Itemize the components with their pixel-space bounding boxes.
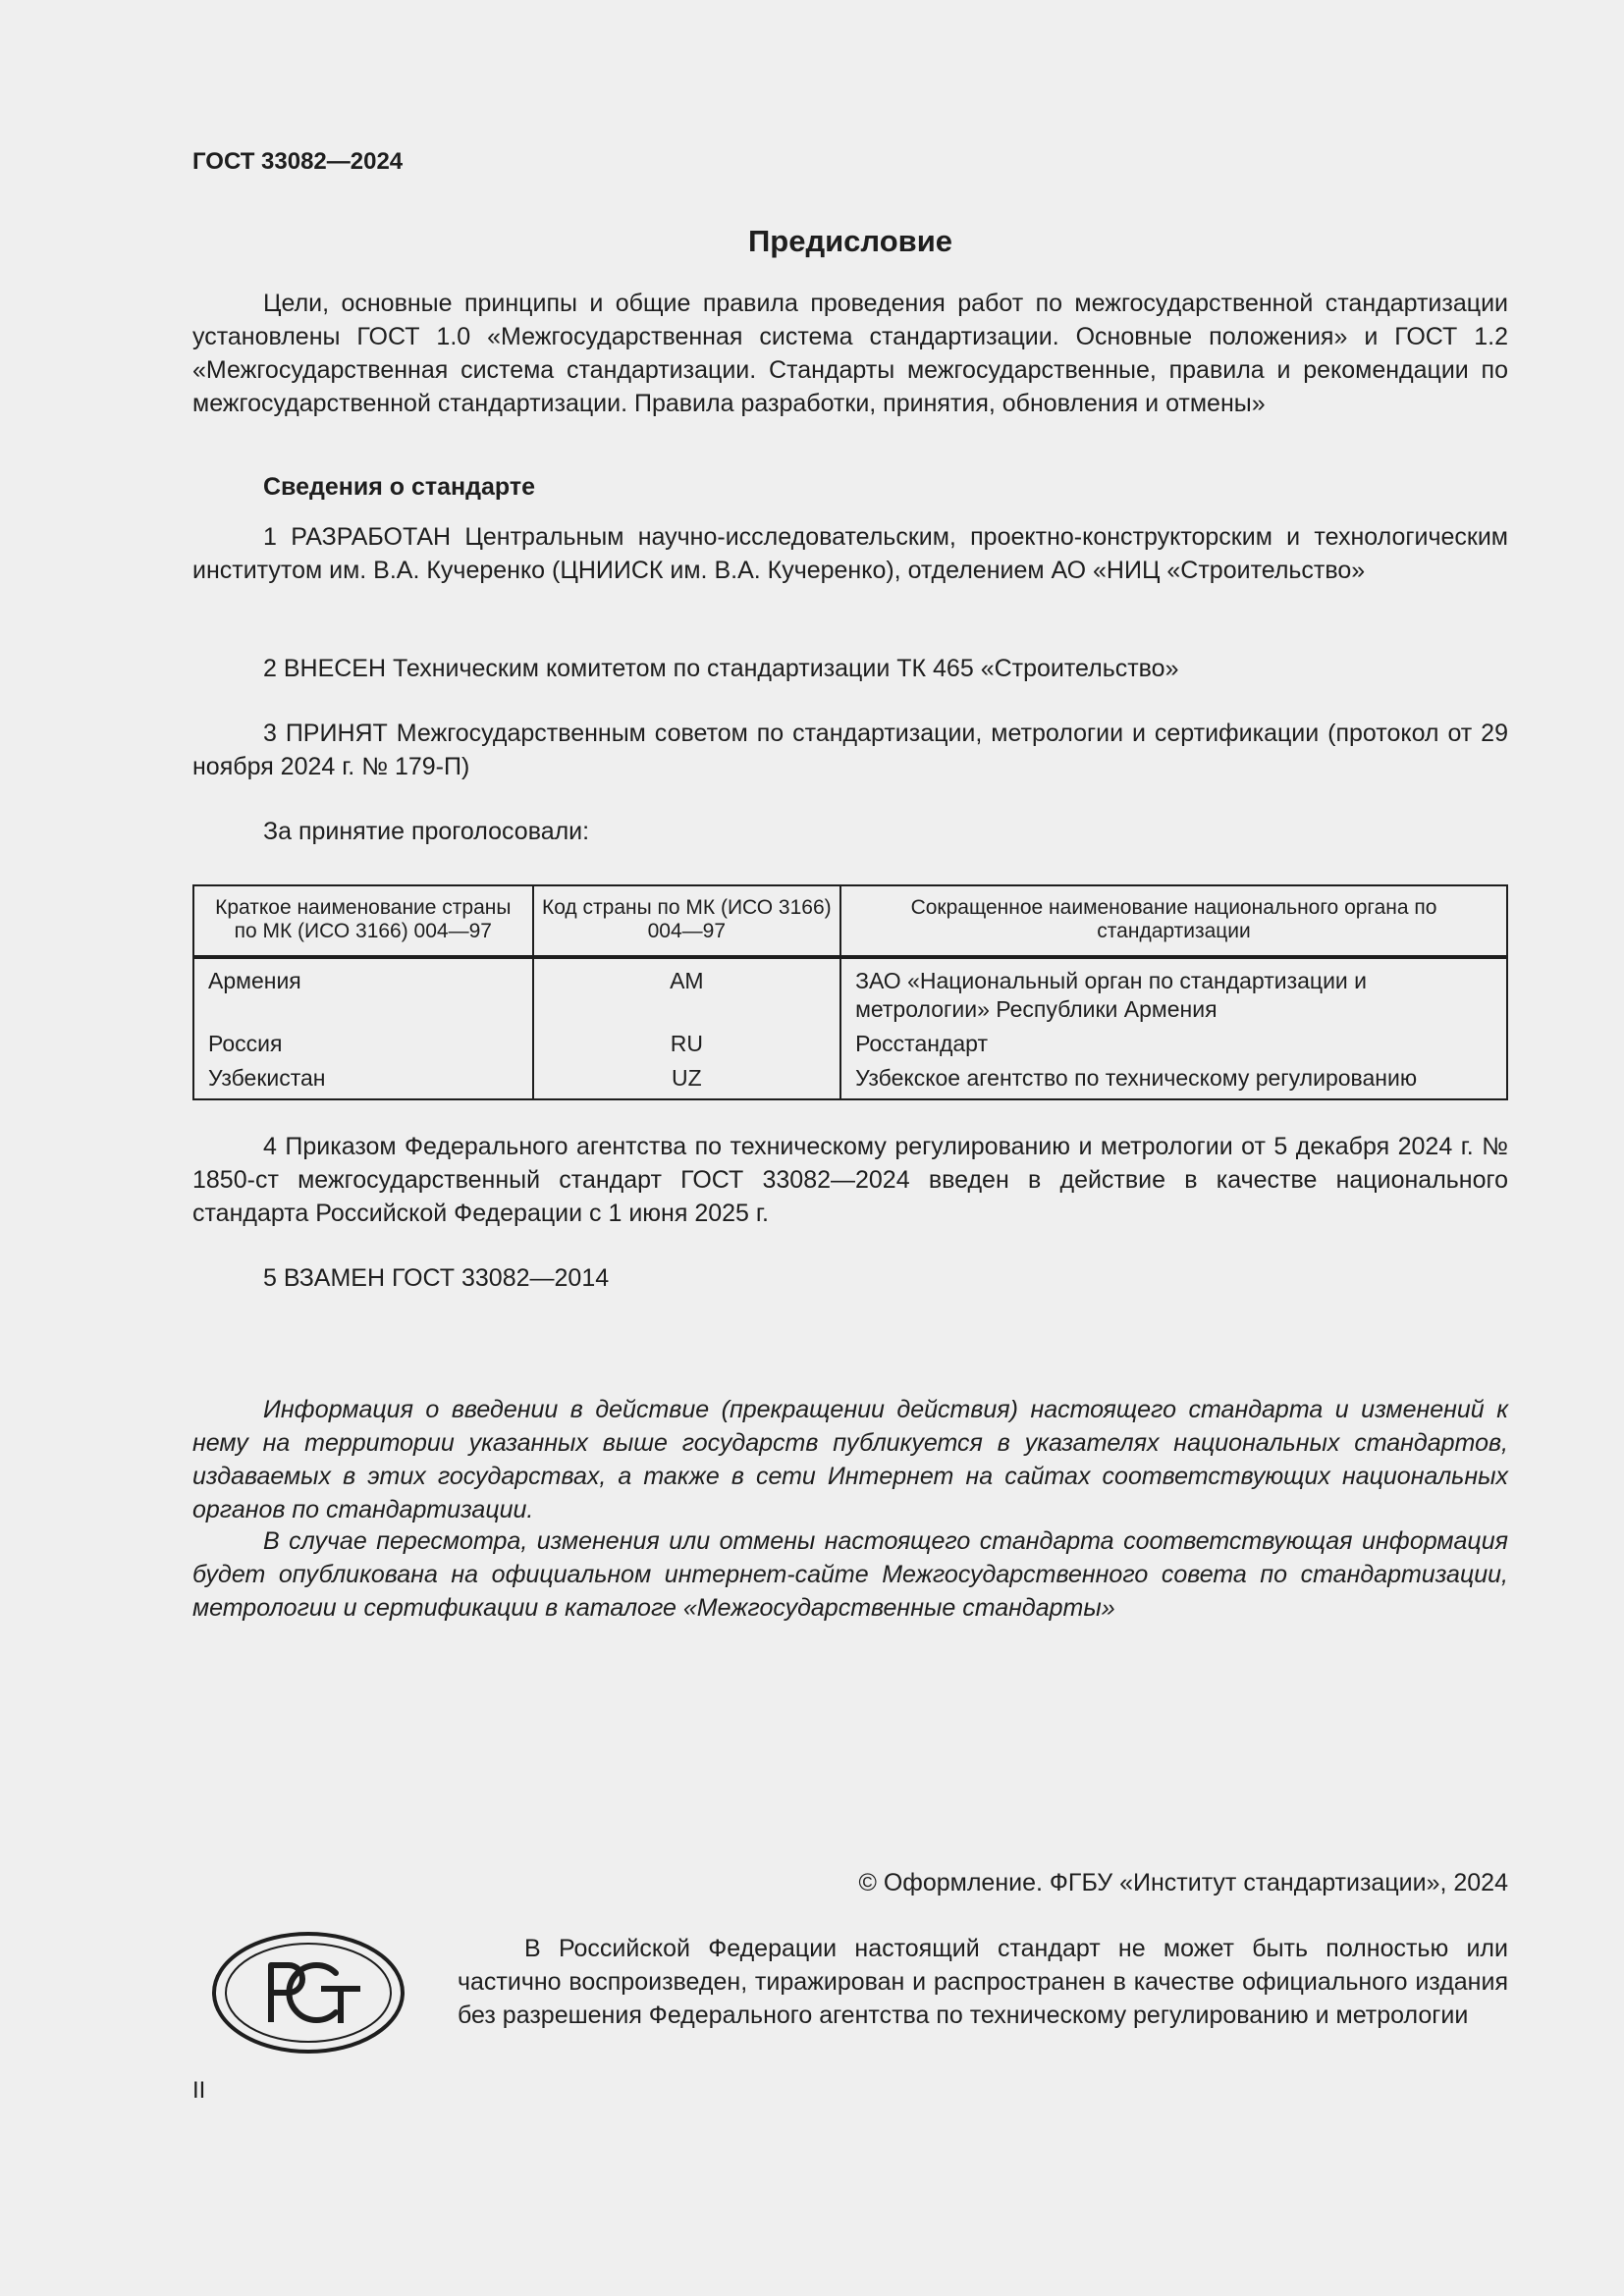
column-header-country: Краткое наименование страны по МК (ИСО 3166) 004—97 [193, 885, 533, 957]
cell-country: Россия [193, 1028, 533, 1062]
table-header-row [193, 885, 1507, 957]
item-developed: 1 РАЗРАБОТАН Центральным научно-исследовательским, проектно-конструкторским и технологическим институтом им. В.А. Кучеренко (ЦНИИСК им. В.А. Кучеренко), отделением АО «НИЦ «Строительство» [192, 523, 1508, 584]
item-introduced: 2 ВНЕСЕН Техническим комитетом по стандартизации ТК 465 «Строительство» [263, 655, 1179, 682]
cell-country: Узбекистан [193, 1062, 533, 1099]
item-replaces: 5 ВЗАМЕН ГОСТ 33082—2014 [263, 1264, 610, 1292]
intro-paragraph: Цели, основные принципы и общие правила проведения работ по межгосударственной стандартизации установлены ГОСТ 1.0 «Межгосударственная система стандартизации. Основные положения» и ГОСТ 1.2 «Межгосударственная система стандартизации. Стандарты межгосударственные, правила и рекомендации по межгосударственной стандартизации. Правила разработки, принятия, обновления и отмены» [192, 290, 1508, 417]
cell-body: Росстандарт [840, 1028, 1507, 1062]
cell-code: UZ [533, 1062, 840, 1099]
about-standard-heading: Сведения о стандарте [263, 473, 536, 501]
table-row [193, 957, 1507, 1028]
voting-countries-table [192, 884, 1508, 1100]
column-header-code: Код страны по МК (ИСО 3166) 004—97 [533, 885, 840, 957]
rst-certification-mark-icon [210, 1930, 406, 2060]
legal-notice: В Российской Федерации настоящий стандарт не может быть полностью или частично воспроизведен, тиражирован и распространен в качестве официального издания без разрешения Федерального агентства по техническому регулированию и метрологии [458, 1935, 1508, 2029]
column-header-body: Сокращенное наименование национального органа по стандартизации [840, 885, 1507, 957]
voted-label: За принятие проголосовали: [263, 818, 590, 845]
table-row [193, 1028, 1507, 1062]
table-row [193, 1062, 1507, 1099]
page-title: Предисловие [747, 224, 952, 258]
page-number: II [192, 2077, 206, 2104]
cell-code: AM [533, 957, 840, 1028]
cell-code: RU [533, 1028, 840, 1062]
item-adopted: 3 ПРИНЯТ Межгосударственным советом по стандартизации, метрологии и сертификации (протокол от 29 ноября 2024 г. № 179-П) [192, 720, 1508, 780]
notice-paragraph-2: В случае пересмотра, изменения или отмены настоящего стандарта соответствующая информация будет опубликована на официальном интернет-сайте Межгосударственного совета по стандартизации, метрологии и сертификации в каталоге «Межгосударственные стандарты» [192, 1527, 1508, 1622]
item-order: 4 Приказом Федерального агентства по техническому регулированию и метрологии от 5 декабря 2024 г. № 1850-ст межгосударственный стандарт ГОСТ 33082—2024 введен в действие в качестве национального стандарта Российской Федерации с 1 июня 2025 г. [192, 1133, 1508, 1227]
cell-body: ЗАО «Национальный орган по стандартизации и метрологии» Республики Армения [840, 957, 1507, 1028]
notice-paragraph-1: Информация о введении в действие (прекращении действия) настоящего стандарта и изменений к нему на территории указанных выше государств публикуется в указателях национальных стандартов, издаваемых в этих государствах, а также в сети Интернет на сайтах соответствующих национальных органов по стандартизации. [192, 1396, 1508, 1523]
cell-country: Армения [193, 957, 533, 1028]
cell-body: Узбекское агентство по техническому регулированию [840, 1062, 1507, 1099]
copyright-line: © Оформление. ФГБУ «Институт стандартизации», 2024 [858, 1869, 1508, 1896]
document-number-header: ГОСТ 33082—2024 [192, 148, 404, 175]
